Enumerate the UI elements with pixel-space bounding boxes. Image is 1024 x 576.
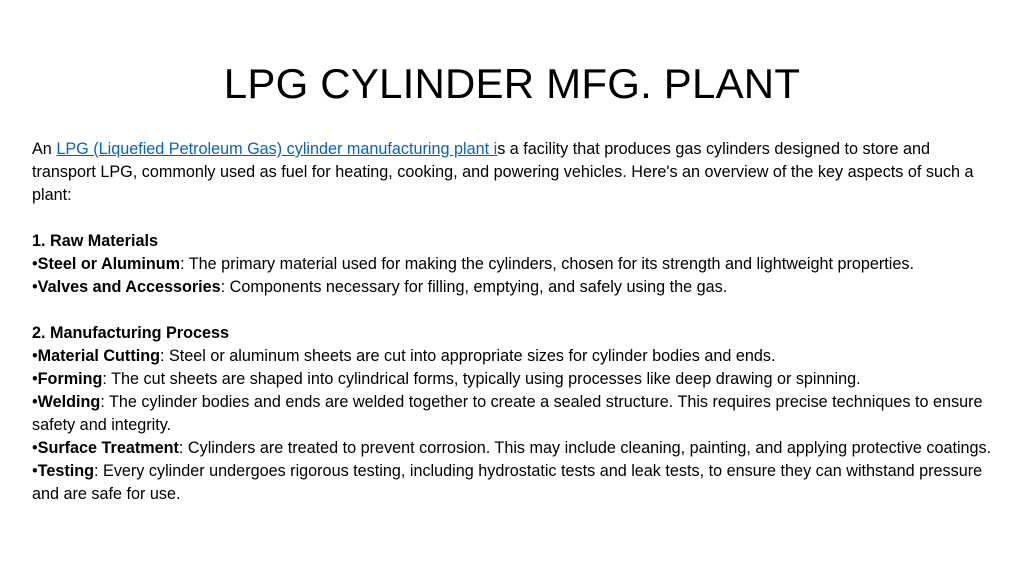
- intro-prefix: An: [32, 140, 57, 158]
- spacer: [32, 299, 997, 322]
- spacer: [32, 207, 997, 230]
- list-item-surface-treatment: •Surface Treatment: Cylinders are treated to prevent corrosion. This may include cleaning, painting, and applying protective coatings.: [32, 439, 992, 457]
- list-item-testing: •Testing: Every cylinder undergoes rigorous testing, including hydrostatic tests and leak tests, to ensure they can withstand pressure and are safe for use.: [32, 462, 983, 503]
- intro-suffix: s a facility that produces gas cylinders designed to store and transport LPG, commonly used as fuel for heating, cooking, and powering vehicles. Here's an overview of the key aspects of such a plant:: [32, 140, 974, 204]
- intro-paragraph: [32, 138, 997, 207]
- slide-body: [32, 138, 997, 506]
- list-item-welding: •Welding: The cylinder bodies and ends are welded together to create a sealed structure. This requires precise techniques to ensure safety and integrity.: [32, 393, 983, 434]
- list-item-valves-accessories: •Valves and Accessories: Components necessary for filling, emptying, and safely using the gas.: [32, 278, 728, 296]
- slide-title: LPG CYLINDER MFG. PLANT: [223, 60, 801, 107]
- section-heading-manufacturing-process: 2. Manufacturing Process: [32, 324, 230, 342]
- list-item-forming: •Forming: The cut sheets are shaped into cylindrical forms, typically using processes like deep drawing or spinning.: [32, 370, 861, 388]
- list-item-steel-aluminum: •Steel or Aluminum: The primary material used for making the cylinders, chosen for its strength and lightweight properties.: [32, 255, 914, 273]
- section-heading-raw-materials: 1. Raw Materials: [32, 232, 158, 250]
- list-item-material-cutting: •Material Cutting: Steel or aluminum sheets are cut into appropriate sizes for cylinder bodies and ends.: [32, 347, 776, 365]
- lpg-plant-link[interactable]: LPG (Liquefied Petroleum Gas) cylinder manufacturing plant i: [56, 140, 498, 158]
